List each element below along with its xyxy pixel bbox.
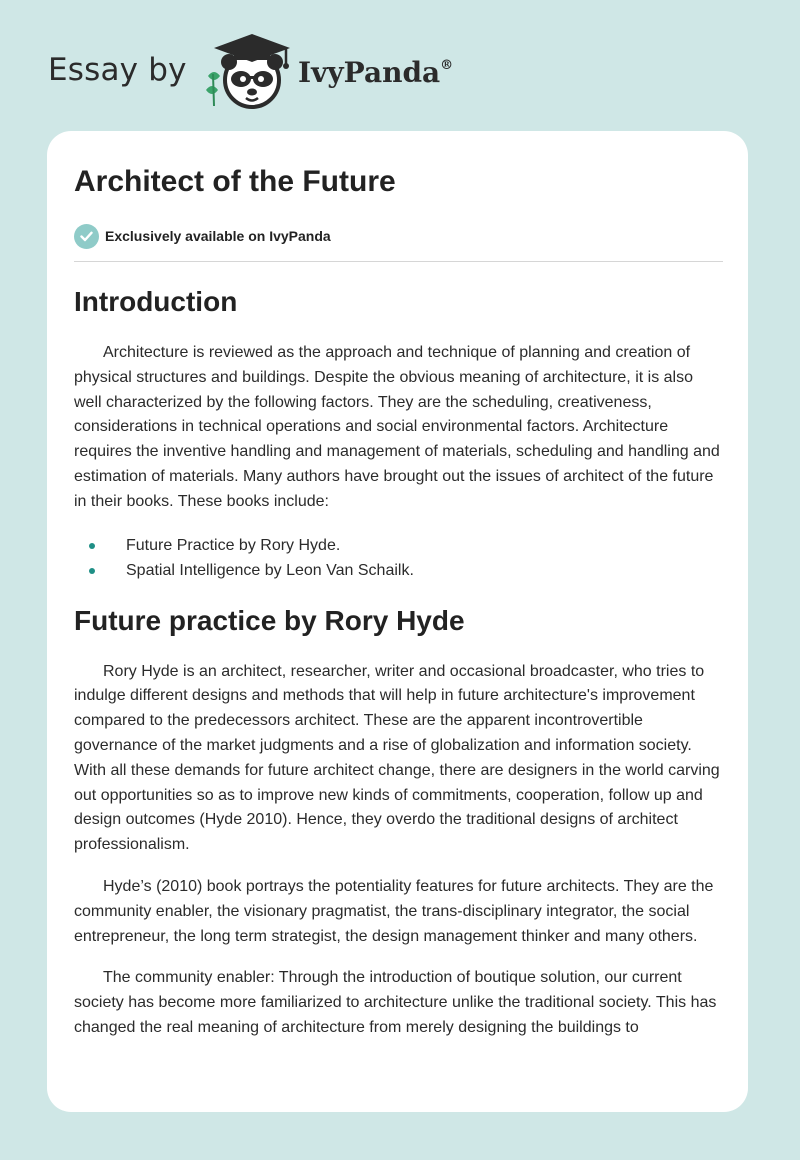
registered-mark: ®	[440, 58, 454, 73]
bullet-dot-icon	[89, 543, 95, 549]
paragraph: The community enabler: Through the introduction of boutique solution, our current society has become more familiarized to architecture unlike the traditional society. This has changed the real meaning of architecture from merely designing the buildings to	[74, 969, 717, 1036]
brand-name[interactable]	[298, 56, 453, 89]
book-list	[74, 533, 723, 583]
check-circle-icon	[74, 224, 99, 249]
list-item	[74, 533, 723, 558]
brand-prefix: Essay by	[48, 52, 187, 88]
exclusive-badge	[74, 223, 331, 249]
list-item-text: Spatial Intelligence by Leon Van Schailk.	[126, 561, 414, 579]
paragraph: Hyde’s (2010) book portrays the potentiality features for future architects. They are the community enabler, the visionary pragmatist, the trans-disciplinary integrator, the social entrepreneur, the long term strategist, the design management thinker and many others.	[74, 877, 714, 945]
site-header	[48, 30, 748, 110]
title-divider	[74, 261, 723, 262]
panda-graduate-icon[interactable]	[200, 30, 296, 110]
brand-name-text: IvyPanda	[298, 56, 441, 89]
section-heading-introduction: Introduction	[74, 286, 238, 317]
paragraph: Architecture is reviewed as the approach and technique of planning and creation of physical structures and buildings. Despite the obvious meaning of architecture, it is also well characterized by the following factors. They are the scheduling, creativeness, considerations in technical operations and social environmental factors. Architecture requires the inventive handling and management of materials, scheduling and handling and estimation of materials. Many authors have brought out the issues of architect of the future in their books. These books include:	[74, 344, 720, 510]
section-heading-future-practice: Future practice by Rory Hyde	[74, 604, 465, 636]
article-body	[74, 284, 723, 1041]
list-item-text: Future Practice by Rory Hyde.	[126, 536, 341, 554]
list-item	[74, 558, 723, 583]
badge-text: Exclusively available on IvyPanda	[105, 228, 331, 244]
article-title: Architect of the Future	[74, 165, 396, 198]
paragraph: Rory Hyde is an architect, researcher, writer and occasional broadcaster, who tries to indulge different designs and methods that will help in future architecture's improvement compared to the predecessors architect. These are the apparent incontrovertible governance of the market judgments and a rise of globalization and information society. With all these demands for future architect change, there are designers in the world carving out opportunities so as to improve new kinds of commitments, cooperation, follow up and design outcomes (Hyde 2010). Hence, they overdo the traditional designs of architect professionalism.	[74, 662, 720, 854]
article-card	[47, 131, 748, 1112]
bullet-dot-icon	[89, 568, 95, 574]
